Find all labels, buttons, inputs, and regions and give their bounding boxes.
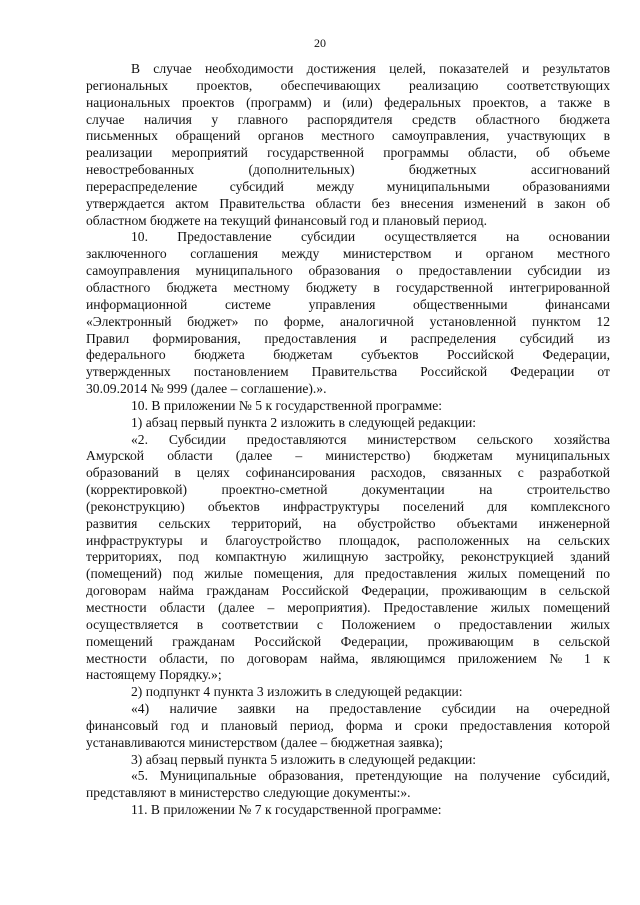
document-body (86, 61, 610, 819)
text-line: развития сельских территорий, на обустройство объектами инженерной (86, 515, 610, 531)
text-line: «2. Субсидии предоставляются министерством сельского хозяйства (131, 431, 610, 447)
text-line: 10. Предоставление субсидии осуществляется на основании (131, 229, 610, 245)
text-line: помещений гражданам Российской Федерации, проживающим в сельской (86, 633, 610, 649)
text-line: невостребованных (дополнительных) бюджетных ассигнований (86, 162, 610, 178)
text-line: договорам найма гражданам Российской Федерации, проживающим в сельской (86, 583, 610, 599)
text-line: 2) подпункт 4 пункта 3 изложить в следующей редакции: (131, 684, 463, 700)
text-line: федерального бюджета бюджетам субъектов Российской Федерации, (86, 347, 610, 363)
page-number: 20 (314, 36, 326, 50)
text-line: 11. В приложении № 7 к государственной программе: (131, 802, 442, 818)
text-line: представляют в министерство следующие документы:». (86, 785, 411, 801)
text-line: «4) наличие заявки на предоставление субсидии на очередной (131, 701, 610, 717)
text-line: Амурской области (далее – министерство) бюджетам муниципальных (86, 448, 610, 464)
text-line: В случае необходимости достижения целей, показателей и результатов (131, 61, 610, 76)
text-line: (помещений) под жилые помещения, для предоставления жилых помещений по (86, 566, 610, 582)
text-line: перераспределение субсидий между муниципальными образованиями (86, 178, 610, 194)
text-line: национальных проектов (программ) и (или) федеральных проектов, а также в (86, 94, 610, 110)
text-line: образований в целях софинансирования расходов, связанных с разработкой (86, 465, 610, 481)
text-line: настоящему Порядку.»; (86, 667, 222, 683)
text-line: реализации мероприятий государственной программы области, об объеме (86, 145, 610, 161)
text-line: местности области, по договорам найма, являющимся приложением № 1 к (86, 650, 610, 666)
text-line: 30.09.2014 № 999 (далее – соглашение).». (86, 381, 327, 397)
text-line: случае наличия у главного распорядителя средств областного бюджета (86, 111, 610, 127)
text-line: (реконструкцию) объектов инфраструктуры поселений для комплексного (86, 498, 610, 514)
text-line: утвержденных постановлением Правительства Российской Федерации от (86, 364, 610, 380)
text-line: 10. В приложении № 5 к государственной программе: (131, 397, 443, 413)
text-line: самоуправления муниципального образования о предоставлении субсидии из (86, 263, 610, 279)
text-line: «Электронный бюджет» по форме, аналогичной установленной пунктом 12 (86, 313, 610, 329)
text-line: «5. Муниципальные образования, претендующие на получение субсидий, (131, 768, 610, 784)
text-line: 3) абзац первый пункта 5 изложить в следующей редакции: (131, 751, 477, 767)
text-line: Правил формирования, предоставления и распределения субсидий из (86, 330, 610, 346)
text-line: местности области (далее – мероприятия). Предоставление жилых помещений (86, 600, 610, 615)
text-line: устанавливаются министерством (далее – бюджетная заявка); (86, 734, 443, 750)
text-line: областном бюджете на текущий финансовый год и плановый период. (86, 212, 488, 228)
text-line: 1) абзац первый пункта 2 изложить в следующей редакции: (131, 414, 477, 430)
text-line: областного бюджета местному бюджету в государственной интегрированной (86, 279, 610, 295)
text-line: осуществляется в соответствии с Положением о предоставлении жилых (86, 616, 610, 632)
text-line: финансовый год и плановый период, форма и сроки предоставления которой (86, 717, 610, 733)
text-line: заключенного соглашения между министерством и органом местного (86, 246, 610, 262)
text-line: утверждается актом Правительства области без внесения изменений в закон об (86, 195, 610, 211)
text-line: региональных проектов, обеспечивающих реализацию соответствующих (86, 77, 610, 93)
text-line: письменных обращений органов местного самоуправления, участвующих в (86, 128, 610, 144)
text-line: инфраструктуры и благоустройство площадок, расположенных на сельских (86, 532, 610, 548)
text-line: информационной системе управления общественными финансами (86, 296, 610, 312)
text-line: территориях, под компактную жилищную застройку, реконструкцией зданий (86, 549, 610, 565)
text-line: (корректировкой) проектно-сметной документации на строительство (86, 482, 610, 498)
